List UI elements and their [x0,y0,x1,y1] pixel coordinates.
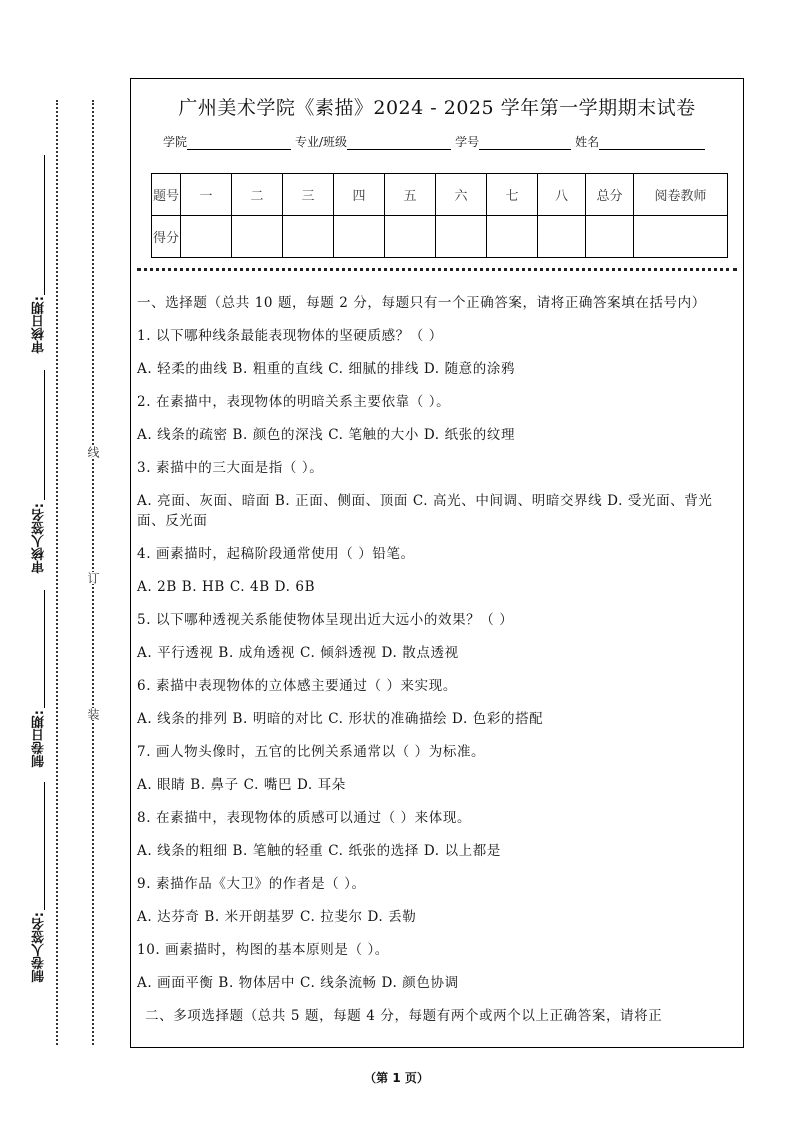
prepare-date-blank [44,590,45,708]
exam-title: 广州美术学院《素描》2024 - 2025 学年第一学期期末试卷 [178,97,696,119]
reviewer-signature-label: 审核人签名: [32,503,47,574]
score-table-score-row [152,216,728,258]
col-5: 五 [385,174,436,216]
college-label: 学院 [163,135,188,149]
question-options: A. 线条的排列 B. 明暗的对比 C. 形状的准确描绘 D. 色彩的搭配 [137,711,544,727]
student-info-row [163,133,709,150]
score-cell[interactable] [334,216,385,258]
col-2: 二 [232,174,283,216]
col-3: 三 [283,174,334,216]
college-field[interactable] [187,135,291,150]
major-class-label: 专业/班级 [295,135,348,149]
score-cell[interactable] [487,216,538,258]
question-options: A. 2B B. HB C. 4B D. 6B [137,579,316,595]
prepare-date-label: 制卷日期: [32,710,47,768]
binding-word-line: 线 [86,446,100,458]
review-date-blank [44,155,45,295]
binding-dotted-line-outer [56,100,58,1045]
name-label: 姓名 [575,135,600,149]
binding-word-staple: 订 [86,572,100,584]
question-options: A. 画面平衡 B. 物体居中 C. 线条流畅 D. 颜色协调 [137,975,459,991]
question-options: A. 平行透视 B. 成角透视 C. 倾斜透视 D. 散点透视 [137,645,459,661]
exam-content [137,293,737,1039]
page-number: （第 1 页） [364,1071,429,1085]
col-6: 六 [436,174,487,216]
name-field[interactable] [599,135,705,150]
question-options: A. 线条的疏密 B. 颜色的深浅 C. 笔触的大小 D. 纸张的纹理 [137,427,516,443]
question-options: A. 达芬奇 B. 米开朗基罗 C. 拉斐尔 D. 丢勒 [137,909,417,925]
question-number-label: 题号 [152,174,181,216]
score-label: 得分 [152,216,181,258]
col-total: 总分 [586,174,634,216]
preparer-signature-blank [44,782,45,910]
col-4: 四 [334,174,385,216]
review-date-label: 审核日期: [32,296,47,354]
score-cell[interactable] [538,216,586,258]
question-options: A. 亮面、灰面、暗面 B. 正面、侧面、顶面 C. 高光、中间调、明暗交界线 D. 受光面、背光面、反光面 [137,493,713,529]
preparer-signature-label: 制卷人签名: [32,912,47,983]
dotted-separator [137,268,737,271]
score-table-header-row [152,174,728,216]
major-class-field[interactable] [347,135,451,150]
score-table [151,173,728,258]
section-1-heading: 一、选择题（总共 10 题，每题 2 分，每题只有一个正确答案，请将正确答案填在括号内） [137,295,706,311]
question: 7. 画人物头像时，五官的比例关系通常以（ ）为标准。 [137,744,486,760]
score-cell[interactable] [385,216,436,258]
question: 8. 在素描中，表现物体的质感可以通过（ ）来体现。 [137,810,472,826]
exam-paper-frame [130,78,744,1048]
question: 4. 画素描时，起稿阶段通常使用（ ）铅笔。 [137,546,415,562]
question-options: A. 眼睛 B. 鼻子 C. 嘴巴 D. 耳朵 [137,777,346,793]
col-1: 一 [181,174,232,216]
student-id-field[interactable] [479,135,571,150]
col-8: 八 [538,174,586,216]
reviewer-signature-blank [44,370,45,500]
score-cell[interactable] [436,216,487,258]
binding-word-bind: 装 [86,708,100,720]
question-options: A. 线条的粗细 B. 笔触的轻重 C. 纸张的选择 D. 以上都是 [137,843,501,859]
score-cell[interactable] [283,216,334,258]
col-7: 七 [487,174,538,216]
score-total-cell[interactable] [586,216,634,258]
question: 3. 素描中的三大面是指（ ）。 [137,460,324,476]
question: 9. 素描作品《大卫》的作者是（ ）。 [137,876,366,892]
question-options: A. 轻柔的曲线 B. 粗重的直线 C. 细腻的排线 D. 随意的涂鸦 [137,361,516,377]
question: 1. 以下哪种线条最能表现物体的坚硬质感？（ ） [137,328,443,344]
student-id-label: 学号 [455,135,480,149]
question: 10. 画素描时，构图的基本原则是（ ）。 [137,942,389,958]
score-cell[interactable] [181,216,232,258]
grader-cell[interactable] [634,216,728,258]
question: 5. 以下哪种透视关系能使物体呈现出近大远小的效果？（ ） [137,612,514,628]
score-cell[interactable] [232,216,283,258]
question: 2. 在素描中，表现物体的明暗关系主要依靠（ ）。 [137,394,451,410]
question: 6. 素描中表现物体的立体感主要通过（ ）来实现。 [137,678,457,694]
section-2-heading: 二、多项选择题（总共 5 题，每题 4 分，每题有两个或两个以上正确答案，请将正 [145,1008,663,1024]
col-grader: 阅卷教师 [634,174,728,216]
